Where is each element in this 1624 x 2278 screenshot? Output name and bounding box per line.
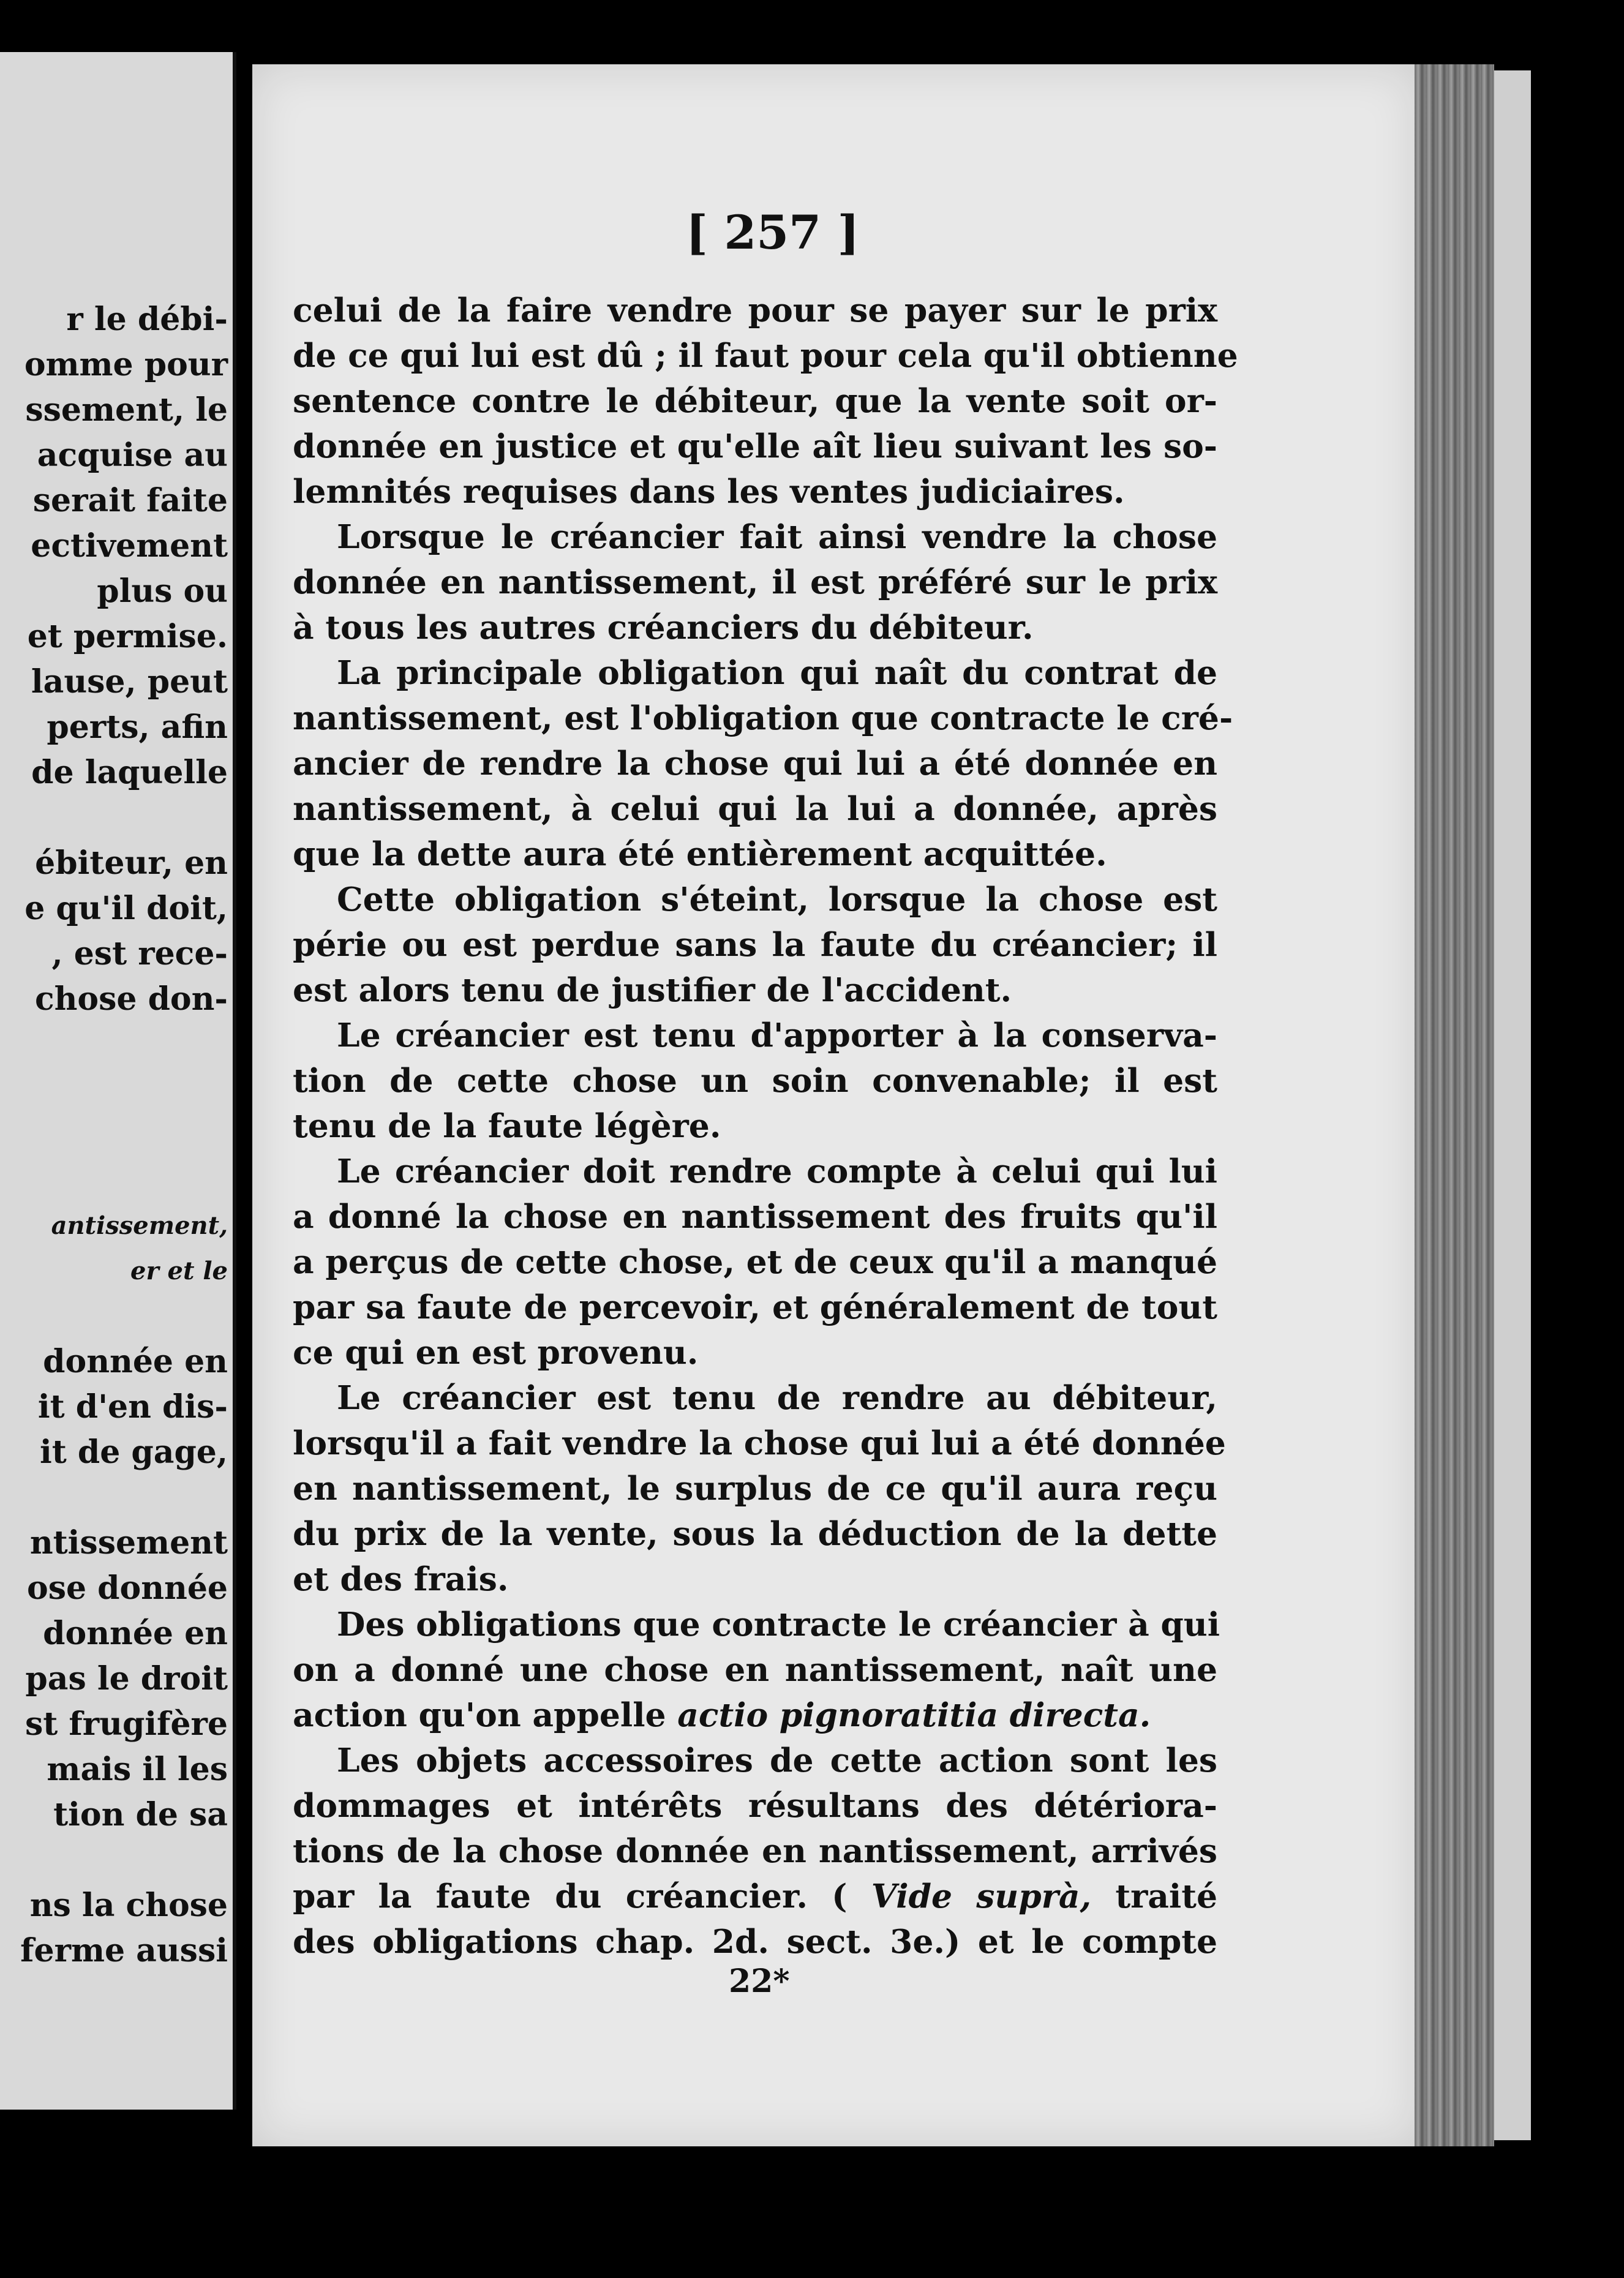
facing-page-line	[0, 1838, 233, 1883]
text-line-roman: Les objets accessoires de cette action sont les	[337, 1741, 1217, 1780]
text-line	[293, 333, 1238, 378]
text-line	[293, 378, 1217, 424]
text-line-roman: est alors tenu de justifier de l'accident.	[293, 971, 1012, 1009]
page-body-text	[293, 288, 1238, 1964]
facing-page-line: ferme aussi	[20, 1932, 228, 1969]
text-line	[293, 650, 1217, 696]
text-line-roman: en nantissement, le surplus de ce qu'il aura reçu	[293, 1469, 1217, 1508]
text-line	[293, 1375, 1217, 1421]
text-line-roman: Des obligations que contracte le créancier à qui	[337, 1605, 1220, 1644]
facing-page-line	[0, 795, 233, 841]
facing-page-line: ns la chose	[29, 1887, 228, 1924]
text-line-roman: action qu'on appelle	[293, 1696, 678, 1734]
facing-page-line: mais il les	[47, 1751, 228, 1788]
text-line	[293, 1330, 1217, 1375]
text-line-roman: tenu de la faute légère.	[293, 1107, 721, 1145]
text-line-roman: et des frais.	[293, 1560, 509, 1598]
facing-page-line: tion de sa	[53, 1796, 228, 1833]
facing-page-line: it d'en dis-	[37, 1388, 228, 1426]
text-line	[293, 1149, 1217, 1194]
text-line	[293, 605, 1217, 650]
facing-page-line: ssement, le	[25, 391, 228, 429]
text-line-roman: Le créancier est tenu de rendre au débiteur,	[337, 1378, 1217, 1417]
text-line-roman: lorsqu'il a fait vendre la chose qui lui a été donnée	[293, 1424, 1226, 1462]
text-line	[293, 1103, 1217, 1149]
text-line-roman: Le créancier doit rendre compte à celui qui lui	[337, 1152, 1217, 1190]
text-line-roman: a perçus de cette chose, et de ceux qu'il a manqué	[293, 1242, 1217, 1281]
text-line-roman: ce qui en est provenu.	[293, 1333, 699, 1372]
facing-page-line: chose don-	[34, 980, 228, 1018]
facing-page-line: et permise.	[27, 618, 228, 655]
text-line	[293, 696, 1233, 741]
text-line-roman: Lorsque le créancier fait ainsi vendre la chose	[337, 517, 1217, 556]
text-line-roman: celui de la faire vendre pour se payer sur le prix	[293, 291, 1217, 329]
page-number: [ 257 ]	[686, 205, 860, 260]
text-line-roman: sentence contre le débiteur, que la vente soit or-	[293, 382, 1217, 420]
facing-page-line: donnée en	[43, 1615, 228, 1652]
text-line	[293, 1239, 1217, 1285]
text-line-roman: nantissement, à celui qui la lui a donnée, après	[293, 789, 1217, 828]
facing-page-line: ébiteur, en	[35, 844, 228, 882]
text-line-italic: actio pignoratitia directa.	[677, 1696, 1151, 1734]
facing-page-line: serait faite	[32, 482, 228, 519]
facing-page-line	[0, 1113, 233, 1158]
text-line	[293, 1829, 1217, 1874]
facing-page-line: omme pour	[24, 346, 228, 383]
text-line-roman: nantissement, est l'obligation que contracte le cré-	[293, 699, 1233, 737]
facing-page-line: pas le droit	[25, 1660, 228, 1697]
text-line	[293, 877, 1217, 922]
text-line-roman: périe ou est perdue sans la faute du créancier; il	[293, 925, 1217, 964]
facing-page-line: e qu'il doit,	[24, 890, 228, 927]
text-line-roman: dommages et intérêts résultans des détériora-	[293, 1786, 1217, 1825]
facing-page-line: acquise au	[37, 437, 228, 474]
facing-page-line: it de gage,	[39, 1434, 228, 1471]
text-line-roman: donnée en nantissement, il est préféré sur le prix	[293, 563, 1217, 601]
text-line-roman: ancier de rendre la chose qui lui a été donnée en	[293, 744, 1217, 783]
text-line-roman: à tous les autres créanciers du débiteur.	[293, 608, 1034, 647]
text-line-roman: tion de cette chose un soin convenable; il est	[293, 1061, 1217, 1100]
facing-page-line: ectivement	[31, 527, 228, 565]
text-line	[293, 1647, 1217, 1693]
text-line-roman: La principale obligation qui naît du contrat de	[337, 653, 1217, 692]
facing-page-line: r le débi-	[66, 301, 228, 338]
text-line	[293, 1783, 1217, 1829]
text-line-roman: a donné la chose en nantissement des fruits qu'il	[293, 1197, 1217, 1236]
facing-page-line: lause, peut	[31, 663, 228, 701]
text-line	[293, 741, 1217, 786]
text-line	[293, 1421, 1226, 1466]
text-line-roman: du prix de la vente, sous la déduction de la dette	[293, 1514, 1217, 1553]
text-line-roman: on a donné une chose en nantissement, naît une	[293, 1650, 1217, 1689]
text-line	[293, 1013, 1217, 1058]
text-line	[293, 514, 1217, 560]
facing-page-line: antissement,	[51, 1211, 228, 1240]
text-line-roman: par la faute du créancier. (	[293, 1877, 871, 1915]
book-spine	[1415, 64, 1494, 2146]
text-line	[293, 1919, 1217, 1964]
text-line-roman: donnée en justice et qu'elle aît lieu suivant les so-	[293, 427, 1217, 465]
facing-page-line	[0, 1294, 233, 1339]
facing-page-line: st frugifère	[24, 1705, 228, 1743]
text-line	[293, 922, 1217, 968]
text-line-roman: lemnités requises dans les ventes judiciaires.	[293, 472, 1125, 511]
text-line-roman: tions de la chose donnée en nantissement, arrivés	[293, 1832, 1217, 1870]
facing-page-line: de laquelle	[31, 754, 228, 791]
facing-page-text	[0, 297, 233, 1974]
facing-page-line: , est rece-	[51, 935, 228, 972]
text-line	[293, 832, 1217, 877]
facing-page-line: ose donnée	[27, 1569, 228, 1607]
text-line-roman: des obligations chap. 2d. sect. 3e.) et le compte	[293, 1922, 1217, 1961]
text-line	[293, 1285, 1217, 1330]
text-line	[293, 424, 1217, 469]
facing-page-fragment	[0, 52, 236, 2110]
text-line	[293, 1466, 1217, 1511]
text-line	[293, 1557, 1217, 1602]
text-line-roman: de ce qui lui est dû ; il faut pour cela qu'il obtienne	[293, 336, 1238, 375]
text-line	[293, 1738, 1217, 1783]
text-line	[293, 968, 1217, 1013]
text-line	[293, 1602, 1220, 1647]
text-line	[293, 786, 1217, 832]
signature-mark: 22*	[729, 1963, 790, 2000]
text-line	[293, 469, 1217, 514]
text-line-italic: Vide suprà,	[871, 1877, 1092, 1915]
facing-page-line	[0, 1475, 233, 1521]
text-line	[293, 560, 1217, 605]
text-line-roman: par sa faute de percevoir, et généralement de tout	[293, 1288, 1217, 1326]
page-edge-strip	[1494, 70, 1531, 2140]
text-line	[293, 1194, 1217, 1239]
facing-page-line	[0, 1022, 233, 1067]
facing-page-line: plus ou	[97, 573, 228, 610]
facing-page-line: perts, afin	[47, 709, 228, 746]
facing-page-line	[0, 1158, 233, 1203]
text-line	[293, 1693, 1217, 1738]
text-line-roman-tail: traité	[1091, 1877, 1218, 1915]
facing-page-line: donnée en	[43, 1343, 228, 1380]
facing-page-line: er et le	[130, 1257, 228, 1285]
text-line-roman: Cette obligation s'éteint, lorsque la chose est	[337, 880, 1217, 919]
text-line-roman: que la dette aura été entièrement acquittée.	[293, 835, 1107, 873]
facing-page-line	[0, 1067, 233, 1113]
text-line	[293, 1058, 1217, 1103]
facing-page-line: ntissement	[29, 1524, 228, 1562]
text-line	[293, 1874, 1217, 1919]
text-line	[293, 1511, 1217, 1557]
text-line	[293, 288, 1217, 333]
text-line-roman: Le créancier est tenu d'apporter à la conserva-	[337, 1016, 1217, 1054]
